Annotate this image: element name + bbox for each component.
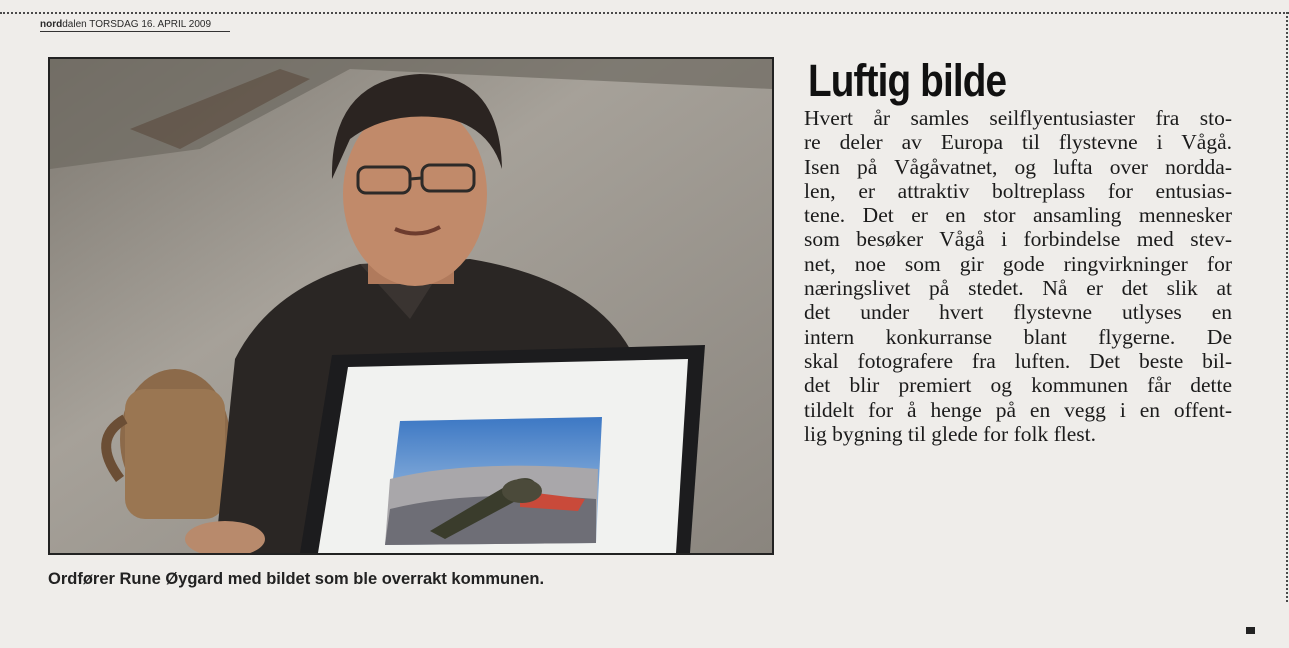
body-line: det under hvert flystevne utlyses en — [804, 300, 1232, 325]
article-photo — [48, 57, 774, 555]
body-line: len, er attraktiv boltreplass for entusias- — [804, 178, 1232, 203]
right-dotted-rule — [1286, 12, 1288, 602]
photo-illustration — [50, 59, 772, 553]
body-line: næringslivet på stedet. Nå er det slik at — [804, 276, 1232, 301]
photo-caption: Ordfører Rune Øygard med bildet som ble overrakt kommunen. — [48, 570, 545, 588]
brand-name-rest: dalen — [62, 19, 87, 30]
brand-name-bold: nord — [40, 19, 63, 30]
body-line: skal fotografere fra luften. Det beste bil- — [804, 348, 1232, 373]
body-line: lig bygning til glede for folk flest. — [804, 421, 1096, 446]
body-line: Hvert år samles seilflyentusiaster fra sto- — [804, 106, 1232, 130]
body-line: det blir premiert og kommunen får dette — [804, 373, 1232, 398]
body-line: intern konkurranse blant flygerne. De — [804, 324, 1232, 349]
body-line: Isen på Vågåvatnet, og lufta over nordda- — [804, 154, 1232, 179]
page-header — [40, 19, 230, 32]
article-headline: Luftig bilde — [808, 55, 1007, 106]
issue-date: TORSDAG 16. APRIL 2009 — [89, 19, 212, 30]
body-line: re deler av Europa til flystevne i Vågå. — [804, 130, 1232, 155]
body-line: tildelt for å henge på en vegg i en offent- — [804, 397, 1232, 422]
body-line: net, noe som gir gode ringvirkninger for — [804, 251, 1232, 276]
body-line: som besøker Vågå i forbindelse med stev- — [804, 227, 1232, 252]
article-end-mark — [1246, 627, 1255, 634]
article-body — [804, 106, 1232, 446]
body-line: tene. Det er en stor ansamling mennesker — [804, 203, 1232, 228]
top-dotted-rule — [0, 12, 1289, 14]
